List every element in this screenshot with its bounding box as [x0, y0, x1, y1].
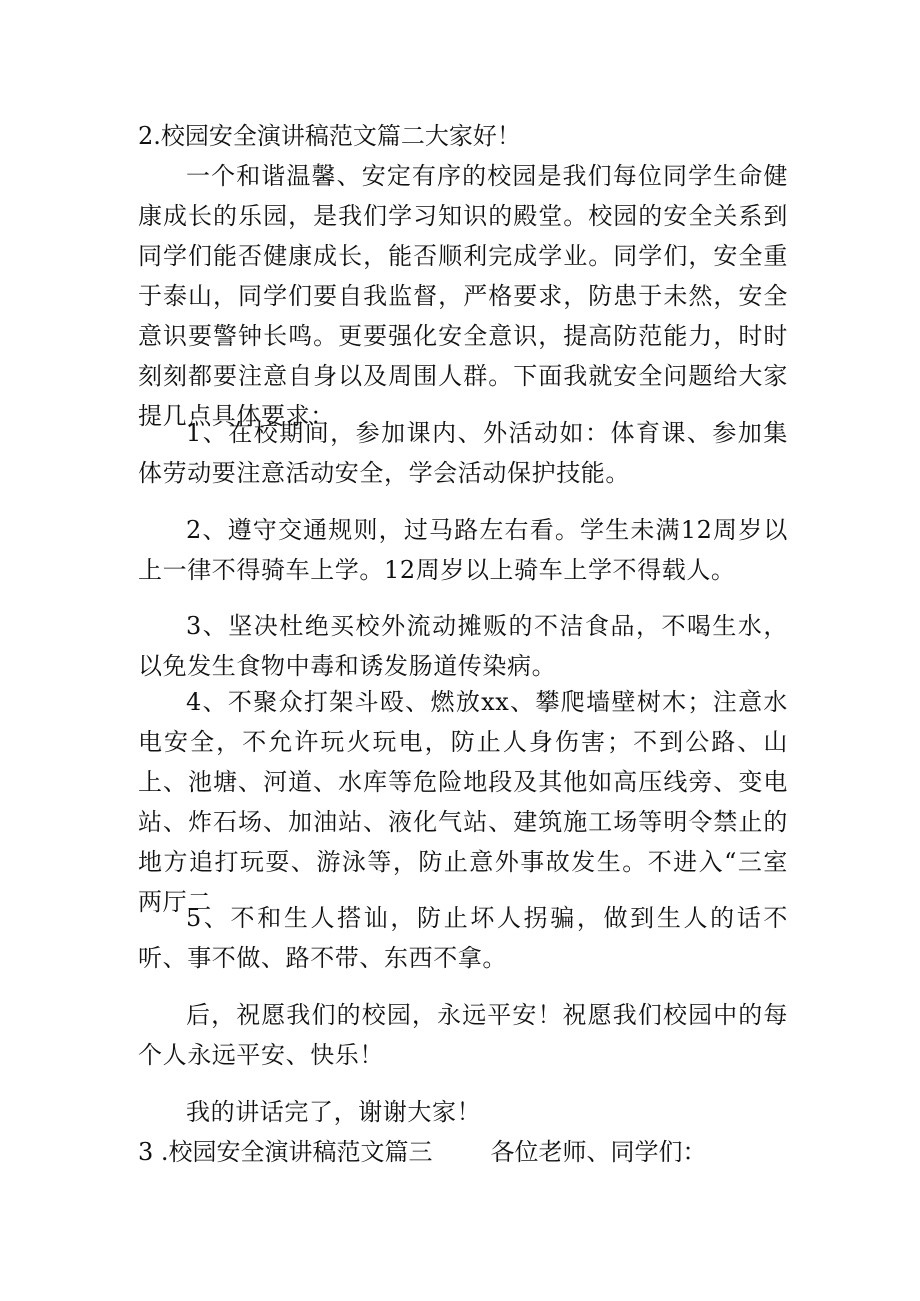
requirement-1-paragraph: 1、在校期间，参加课内、外活动如：体育课、参加集体劳动要注意活动安全，学会活动保护技能。	[138, 419, 788, 487]
section-3-greeting: 各位老师、同学们：	[490, 1138, 707, 1166]
intro-paragraph: 一个和谐温馨、安定有序的校园是我们每位同学生命健康成长的乐园，是我们学习知识的殿堂。校园的安全关系到同学们能否健康成长，能否顺利完成学业。同学们，安全重于泰山，同学们要自我监督，严格要求，防患于未然，安全意识要警钟长鸣。更要强化安全意识，提高防范能力，时时刻刻都要注意自身以及周围人群。下面我就安全问题给大家提几点具体要求：	[138, 162, 788, 430]
closing-wishes-paragraph: 后，祝愿我们的校园，永远平安！祝愿我们校园中的每个人永远平安、快乐！	[138, 1001, 788, 1069]
requirement-5-paragraph: 5、不和生人搭讪，防止坏人拐骗，做到生人的话不听、事不做、路不带、东西不拿。	[138, 904, 788, 972]
section-2-heading: 2.校园安全演讲稿范文篇二大家好！	[138, 122, 521, 150]
requirement-4-paragraph: 4、不聚众打架斗殴、燃放xx、攀爬墙壁树木；注意水电安全，不允许玩火玩电，防止人身伤害；不到公路、山上、池塘、河道、水库等危险地段及其他如高压线旁、变电站、炸石场、加油站、液化气站、建筑施工场等明令禁止的地方追打玩耍、游泳等，防止意外事故发生。不进入“三室两厅二	[138, 688, 788, 916]
requirement-2-paragraph: 2、遵守交通规则，过马路左右看。学生未满12周岁以上一律不得骑车上学。12周岁以上骑车上学不得载人。	[138, 516, 788, 584]
section-3-title: 3 .校园安全演讲稿范文篇三	[138, 1138, 433, 1166]
closing-thanks-paragraph: 我的讲话完了，谢谢大家！	[186, 1098, 482, 1126]
requirement-3-paragraph: 3、坚决杜绝买校外流动摊贩的不洁食品，不喝生水，以免发生食物中毒和诱发肠道传染病。	[138, 612, 788, 680]
section-3-heading	[138, 1132, 707, 1172]
